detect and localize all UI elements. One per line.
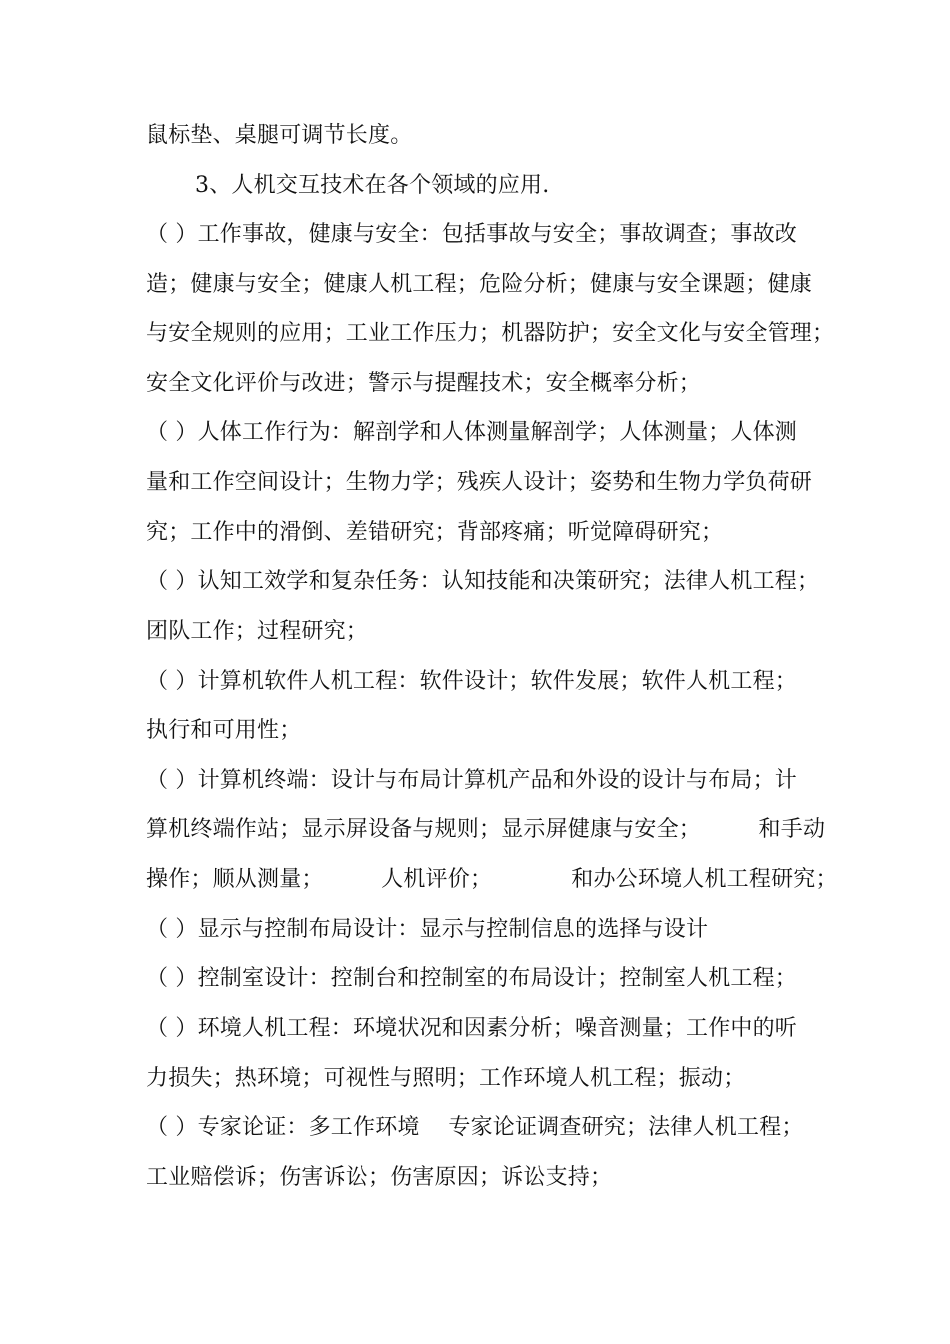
text-line: 量和工作空间设计；生物力学；残疾人设计；姿势和生物力学负荷研: [146, 470, 813, 495]
text-line: （ ）环境人机工程：环境状况和因素分析；噪音测量；工作中的听: [146, 1016, 797, 1041]
text-line: 鼠标垫、桌腿可调节长度。: [146, 123, 413, 148]
text-line: （ ）专家论证：多工作环境 专家论证调查研究；法律人机工程；: [146, 1115, 804, 1140]
text-line: 操作；顺从测量； 人机评价； 和办公环境人机工程研究；: [146, 867, 838, 892]
text-line: （ ）计算机软件人机工程：软件设计；软件发展；软件人机工程；: [146, 669, 797, 694]
text-line: 造；健康与安全；健康人机工程；危险分析；健康与安全课题；健康: [146, 272, 813, 297]
text-line: （ ）人体工作行为：解剖学和人体测量解剖学；人体测量；人体测: [146, 420, 797, 445]
text-line: 安全文化评价与改进；警示与提醒技术；安全概率分析；: [146, 371, 702, 396]
text-line: 团队工作；过程研究；: [146, 619, 369, 644]
text-line: （ ）工作事故，健康与安全：包括事故与安全；事故调查；事故改: [146, 222, 797, 247]
text-line: 与安全规则的应用；工业工作压力；机器防护；安全文化与安全管理；: [146, 321, 835, 346]
text-line: 算机终端作站；显示屏设备与规则；显示屏健康与安全； 和手动: [146, 817, 826, 842]
text-line: 工业赔偿诉；伤害诉讼；伤害原因；诉讼支持；: [146, 1165, 613, 1190]
text-line: 力损失；热环境；可视性与照明；工作环境人机工程；振动；: [146, 1066, 746, 1091]
text-line: （ ）显示与控制布局设计：显示与控制信息的选择与设计: [146, 917, 709, 942]
text-line: 执行和可用性；: [146, 718, 302, 743]
text-line: （ ）认知工效学和复杂任务：认知技能和决策研究；法律人机工程；: [146, 569, 820, 594]
section-heading: 3、人机交互技术在各个领域的应用.: [195, 173, 550, 198]
text-line: （ ）计算机终端：设计与布局计算机产品和外设的设计与布局；计: [146, 768, 797, 793]
text-line: （ ）控制室设计：控制台和控制室的布局设计；控制室人机工程；: [146, 966, 797, 991]
text-line: 究；工作中的滑倒、差错研究；背部疼痛；听觉障碍研究；: [146, 520, 724, 545]
